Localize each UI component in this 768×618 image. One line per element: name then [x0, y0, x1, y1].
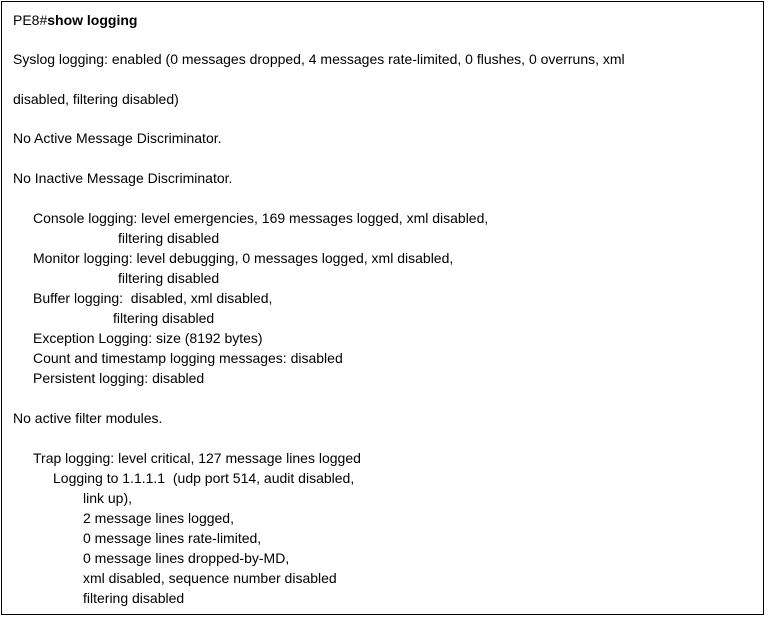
- output-line: link up),: [83, 490, 133, 506]
- output-line: Console logging: level emergencies, 169 messages logged, xml disabled,: [33, 210, 489, 226]
- terminal-output-panel: [1, 1, 764, 615]
- output-line: filtering disabled: [118, 270, 220, 286]
- output-line: 0 message lines rate-limited,: [83, 530, 262, 546]
- prompt-hostname: PE8#: [13, 12, 48, 28]
- output-line: 0 message lines dropped-by-MD,: [83, 550, 290, 566]
- output-line: Count and timestamp logging messages: disabled: [33, 350, 343, 366]
- command-prompt-line: [13, 11, 137, 29]
- output-line: filtering disabled: [83, 590, 185, 606]
- output-line: No active filter modules.: [13, 410, 163, 426]
- output-line: xml disabled, sequence number disabled: [83, 570, 337, 586]
- output-line: disabled, filtering disabled): [13, 91, 179, 107]
- output-line: Exception Logging: size (8192 bytes): [33, 330, 263, 346]
- output-line: filtering disabled: [113, 310, 215, 326]
- output-line: Logging to 1.1.1.1 (udp port 514, audit disabled,: [53, 470, 355, 486]
- output-line: Syslog logging: enabled (0 messages dropped, 4 messages rate-limited, 0 flushes, 0 overruns, xml: [13, 51, 625, 67]
- output-line: Trap logging: level critical, 127 message lines logged: [33, 450, 361, 466]
- output-line: Persistent logging: disabled: [33, 370, 205, 386]
- output-line: Monitor logging: level debugging, 0 messages logged, xml disabled,: [33, 250, 454, 266]
- output-line: 2 message lines logged,: [83, 510, 234, 526]
- output-line: No Inactive Message Discriminator.: [13, 170, 233, 186]
- prompt-command: show logging: [47, 12, 138, 28]
- output-line: filtering disabled: [118, 230, 220, 246]
- output-line: No Active Message Discriminator.: [13, 130, 222, 146]
- output-line: Buffer logging: disabled, xml disabled,: [33, 290, 273, 306]
